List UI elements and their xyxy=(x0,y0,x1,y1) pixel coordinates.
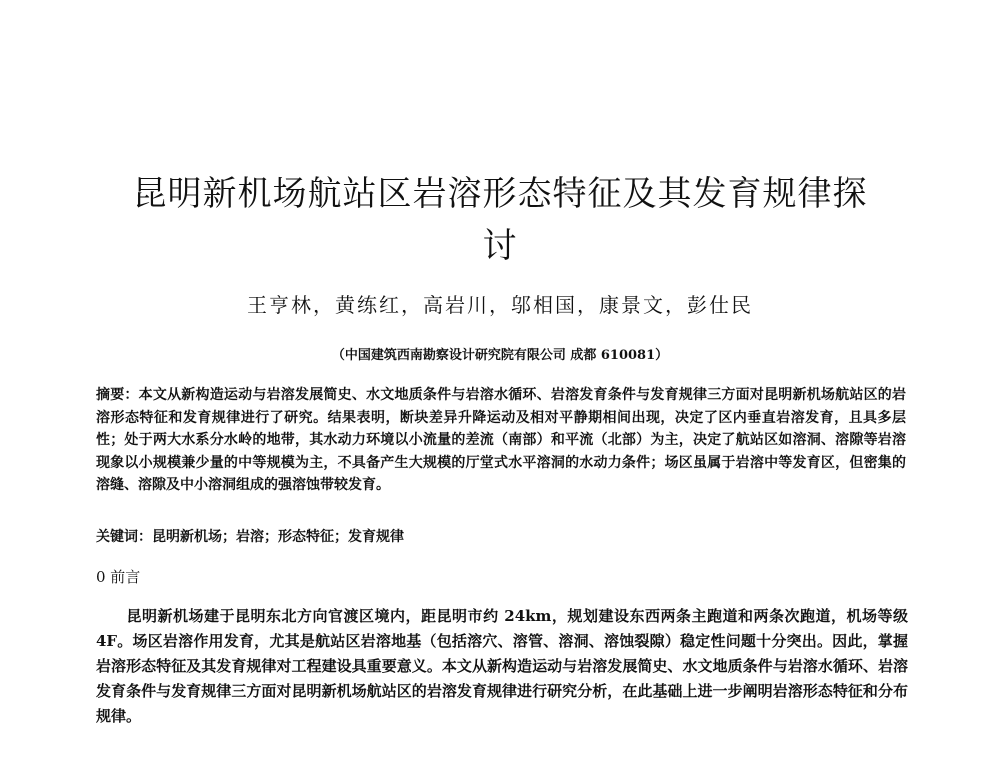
author-list: 王亨林，黄练红，高岩川，邬相国，康景文，彭仕民 xyxy=(247,293,753,317)
introduction-paragraph xyxy=(96,604,908,729)
paper-title-line-1: 昆明新机场航站区岩溶形态特征及其发育规律探 xyxy=(132,174,868,214)
paper-title xyxy=(95,168,905,272)
section-heading-introduction: 0 前言 xyxy=(96,568,141,586)
keywords: 关键词：昆明新机场；岩溶；形态特征；发育规律 xyxy=(96,529,404,545)
paper-title-line-2: 讨 xyxy=(482,226,518,266)
author-affiliation: （中国建筑西南勘察设计研究院有限公司 成都 610081） xyxy=(331,348,669,363)
abstract: 摘要：本文从新构造运动与岩溶发展简史、水文地质条件与岩溶水循环、岩溶发育条件与发育规律三方面对昆明新机场航站区的岩溶形态特征和发育规律进行了研究。结果表明，断块差异升降运动及相对平静期相间出现，决定了区内垂直岩溶发育，且具多层性；处于两大水系分水岭的地带，其水动力环境以小流量的差流（南部）和平流（北部）为主，决定了航站区如溶洞、溶隙等岩溶现象以小规模兼少量的中等规模为主，不具备产生大规模的厅堂式水平溶洞的水动力条件；场区虽属于岩溶中等发育区，但密集的溶缝、溶隙及中小溶洞组成的强溶蚀带较发育。 xyxy=(96,387,906,494)
introduction-text: 昆明新机场建于昆明东北方向官渡区境内，距昆明市约 24km，规划建设东西两条主跑道和两条次跑道，机场等级 4F。场区岩溶作用发育，尤其是航站区岩溶地基（包括溶穴、溶管、溶洞、溶蚀裂隙）稳定性问题十分突出。因此，掌握岩溶形态特征及其发育规律对工程建设具重要意义。本文从新构造运动与岩溶发展简史、水文地质条件与岩溶水循环、岩溶发育条件与发育规律三方面对昆明新机场航站区的岩溶发育规律进行研究分析，在此基础上进一步阐明岩溶形态特征和分布规律。 xyxy=(96,607,908,725)
